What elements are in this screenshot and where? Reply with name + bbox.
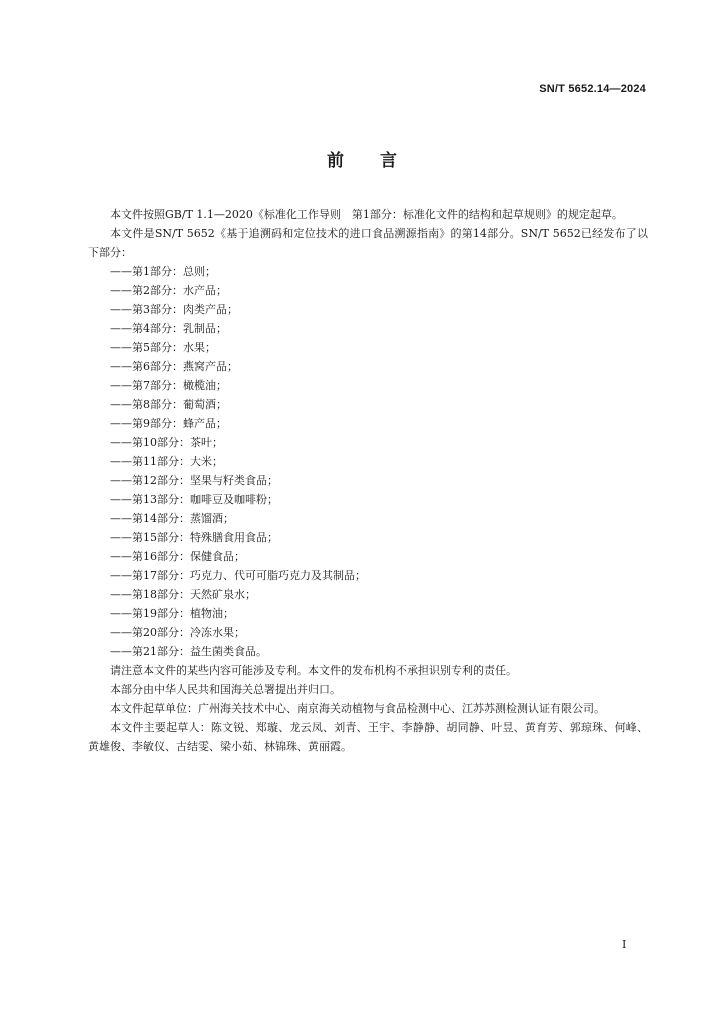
list-item: ——第17部分：巧克力、代可可脂巧克力及其制品；: [110, 569, 366, 582]
list-item: ——第9部分：蜂产品；: [110, 417, 227, 430]
page-title: 前言: [327, 151, 433, 171]
intro-paragraph-1: 本文件按照GB/T 1.1—2020《标准化工作导则 第1部分：标准化文件的结构和起草规则》的规定起草。: [110, 208, 623, 221]
list-item: ——第2部分：水产品；: [110, 284, 227, 297]
list-item: ——第3部分：肉类产品；: [110, 303, 238, 316]
drafting-units: 本文件起草单位：广州海关技术中心、南京海关动植物与食品检测中心、江苏苏测检测认证有限公司。: [110, 702, 605, 715]
list-item: ——第8部分：葡萄酒；: [110, 398, 227, 411]
page-number: I: [622, 938, 627, 951]
list-item: ——第1部分：总则；: [110, 265, 216, 278]
list-item: ——第20部分：冷冻水果；: [110, 626, 245, 639]
drafters: 本文件主要起草人：陈文锐、郑璇、龙云凤、刘青、王宇、李静静、胡同静、叶昱、黄育芳、郭琼珠、何峰、黄雄俊、李敏仪、古结雯、梁小茹、林锦珠、黄丽霞。: [88, 721, 648, 753]
list-item: ——第15部分：特殊膳食用食品；: [110, 531, 278, 544]
list-item: ——第10部分：茶叶；: [110, 436, 223, 449]
list-item: ——第19部分：植物油；: [110, 607, 234, 620]
list-item: ——第4部分：乳制品；: [110, 322, 227, 335]
list-item: ——第5部分：水果；: [110, 341, 216, 354]
document-body: [88, 205, 648, 756]
list-item: ——第12部分：坚果与籽类食品；: [110, 474, 278, 487]
list-item: ——第18部分：天然矿泉水；: [110, 588, 256, 601]
patent-notice: 请注意本文件的某些内容可能涉及专利。本文件的发布机构不承担识别专利的责任。: [110, 664, 517, 677]
intro-paragraph-2: 本文件是SN/T 5652《基于追溯码和定位技术的进口食品溯源指南》的第14部分。SN/T 5652已经发布了以下部分：: [88, 227, 648, 259]
list-item: ——第13部分：咖啡豆及咖啡粉；: [110, 493, 278, 506]
list-item: ——第6部分：燕窝产品；: [110, 360, 238, 373]
list-item: ——第16部分：保健食品；: [110, 550, 245, 563]
parts-list: [88, 262, 648, 661]
list-item: ——第7部分：橄榄油；: [110, 379, 227, 392]
standard-code: SN/T 5652.14—2024: [539, 83, 646, 95]
list-item: ——第11部分：大米；: [110, 455, 223, 468]
list-item: ——第21部分：益生菌类食品。: [110, 645, 267, 658]
list-item: ——第14部分：蒸馏酒；: [110, 512, 234, 525]
proposer-statement: 本部分由中华人民共和国海关总署提出并归口。: [110, 683, 341, 696]
